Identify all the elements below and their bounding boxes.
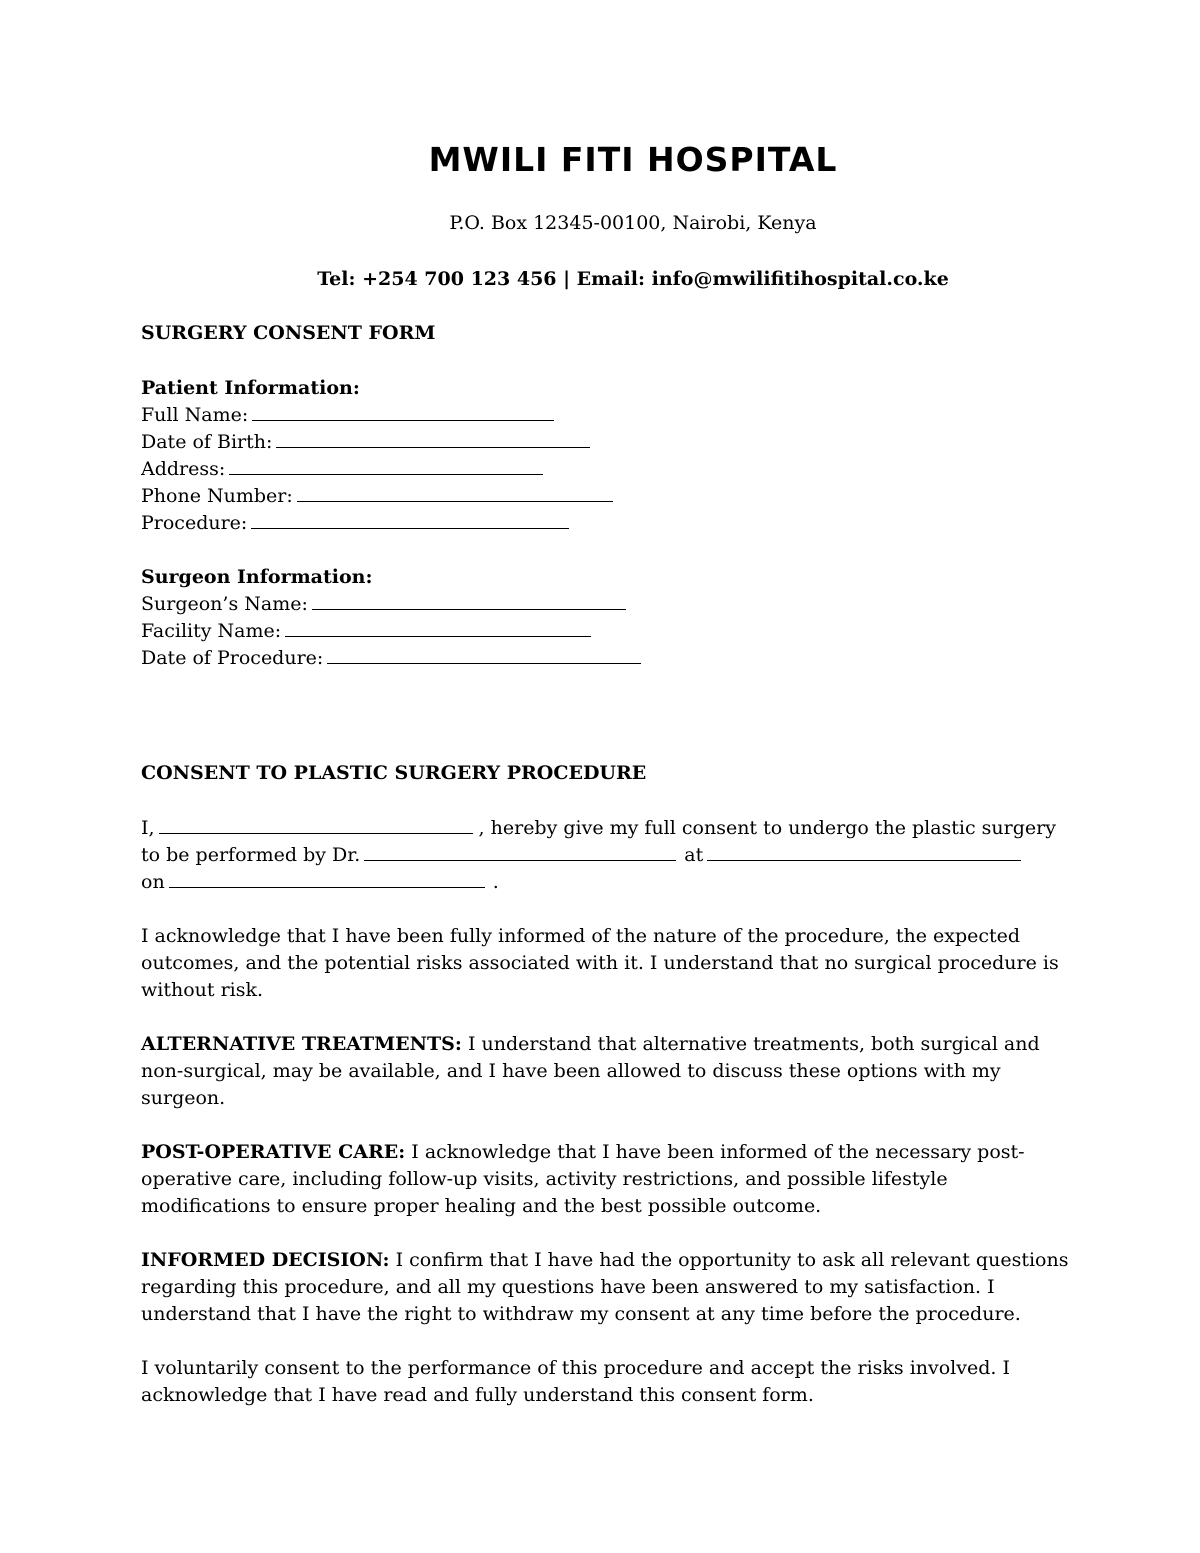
surgeon-name-blank[interactable] <box>312 591 626 610</box>
full-name-field <box>141 402 1071 429</box>
surgeon-info-heading: Surgeon Information: <box>141 566 373 588</box>
procedure-date-field <box>141 645 1071 672</box>
doctor-name-blank[interactable] <box>364 842 676 861</box>
address-field <box>141 456 1071 483</box>
consent-heading: CONSENT TO PLASTIC SURGERY PROCEDURE <box>141 762 647 784</box>
consent-line-1 <box>141 815 1071 842</box>
facility-field <box>141 618 1071 645</box>
hospital-title: MWILI FITI HOSPITAL <box>428 140 838 179</box>
voluntary-consent-paragraph: I voluntarily consent to the performance of this procedure and accept the risks involved. I acknowledge that I have read and fully understand this consent form. <box>141 1357 1010 1406</box>
surgeon-name-field <box>141 591 1071 618</box>
facility-label: Facility Name: <box>141 620 282 642</box>
procedure-date-blank[interactable] <box>327 645 641 664</box>
alternative-treatments-label: ALTERNATIVE TREATMENTS: <box>141 1033 462 1055</box>
consent-line-3-suffix: . <box>492 871 499 893</box>
alternative-treatments-text: I understand that alternative treatments, both surgical and non-surgical, may be available, and I have been allowed to discuss these options with my surgeon. <box>141 1033 1040 1109</box>
patient-name-blank[interactable] <box>159 815 473 834</box>
form-title: SURGERY CONSENT FORM <box>141 322 436 344</box>
procedure-field <box>141 510 1071 537</box>
at-label: at <box>684 844 704 866</box>
procedure-blank[interactable] <box>251 510 569 529</box>
hospital-contact: Tel: +254 700 123 456 | Email: info@mwilifitihospital.co.ke <box>317 268 949 290</box>
procedure-date-label: Date of Procedure: <box>141 647 324 669</box>
phone-blank[interactable] <box>297 483 613 502</box>
post-operative-text: I acknowledge that I have been informed of the necessary post-operative care, including follow-up visits, activity restrictions, and possible lifestyle modifications to ensure proper healing and the best possible outcome. <box>141 1141 1025 1217</box>
informed-decision-label: INFORMED DECISION: <box>141 1249 390 1271</box>
full-name-label: Full Name: <box>141 404 249 426</box>
facility-blank[interactable] <box>285 618 591 637</box>
on-label: on <box>141 871 165 893</box>
post-operative-label: POST-OPERATIVE CARE: <box>141 1141 406 1163</box>
informed-decision-paragraph <box>141 1247 1071 1328</box>
surgeon-name-label: Surgeon’s Name: <box>141 593 308 615</box>
hospital-address: P.O. Box 12345-00100, Nairobi, Kenya <box>449 212 817 234</box>
location-blank[interactable] <box>707 842 1021 861</box>
informed-decision-text: I confirm that I have had the opportunity to ask all relevant questions regarding this procedure, and all my questions have been answered to my satisfaction. I understand that I have the right to withdraw my consent at any time before the procedure. <box>141 1249 1069 1325</box>
phone-label: Phone Number: <box>141 485 293 507</box>
patient-info-heading: Patient Information: <box>141 377 360 399</box>
acknowledge-paragraph: I acknowledge that I have been fully informed of the nature of the procedure, the expected outcomes, and the potential risks associated with it. I understand that no surgical procedure is without risk. <box>141 925 1059 1001</box>
dob-blank[interactable] <box>276 429 590 448</box>
procedure-label: Procedure: <box>141 512 248 534</box>
consent-line-2 <box>141 842 1071 869</box>
full-name-blank[interactable] <box>252 402 554 421</box>
alternative-treatments-paragraph <box>141 1031 1071 1112</box>
post-operative-paragraph <box>141 1139 1071 1220</box>
dob-field <box>141 429 1071 456</box>
form-body <box>141 320 1071 1409</box>
address-label: Address: <box>141 458 226 480</box>
dob-label: Date of Birth: <box>141 431 273 453</box>
address-blank[interactable] <box>229 456 543 475</box>
consent-line-3 <box>141 869 1071 896</box>
performed-by-label: to be performed by Dr. <box>141 844 361 866</box>
consent-date-blank[interactable] <box>169 869 485 888</box>
consent-i-label: I, <box>141 817 155 839</box>
consent-line-1-suffix: , hereby give my full consent to undergo the plastic surgery <box>478 817 1056 839</box>
phone-field <box>141 483 1071 510</box>
